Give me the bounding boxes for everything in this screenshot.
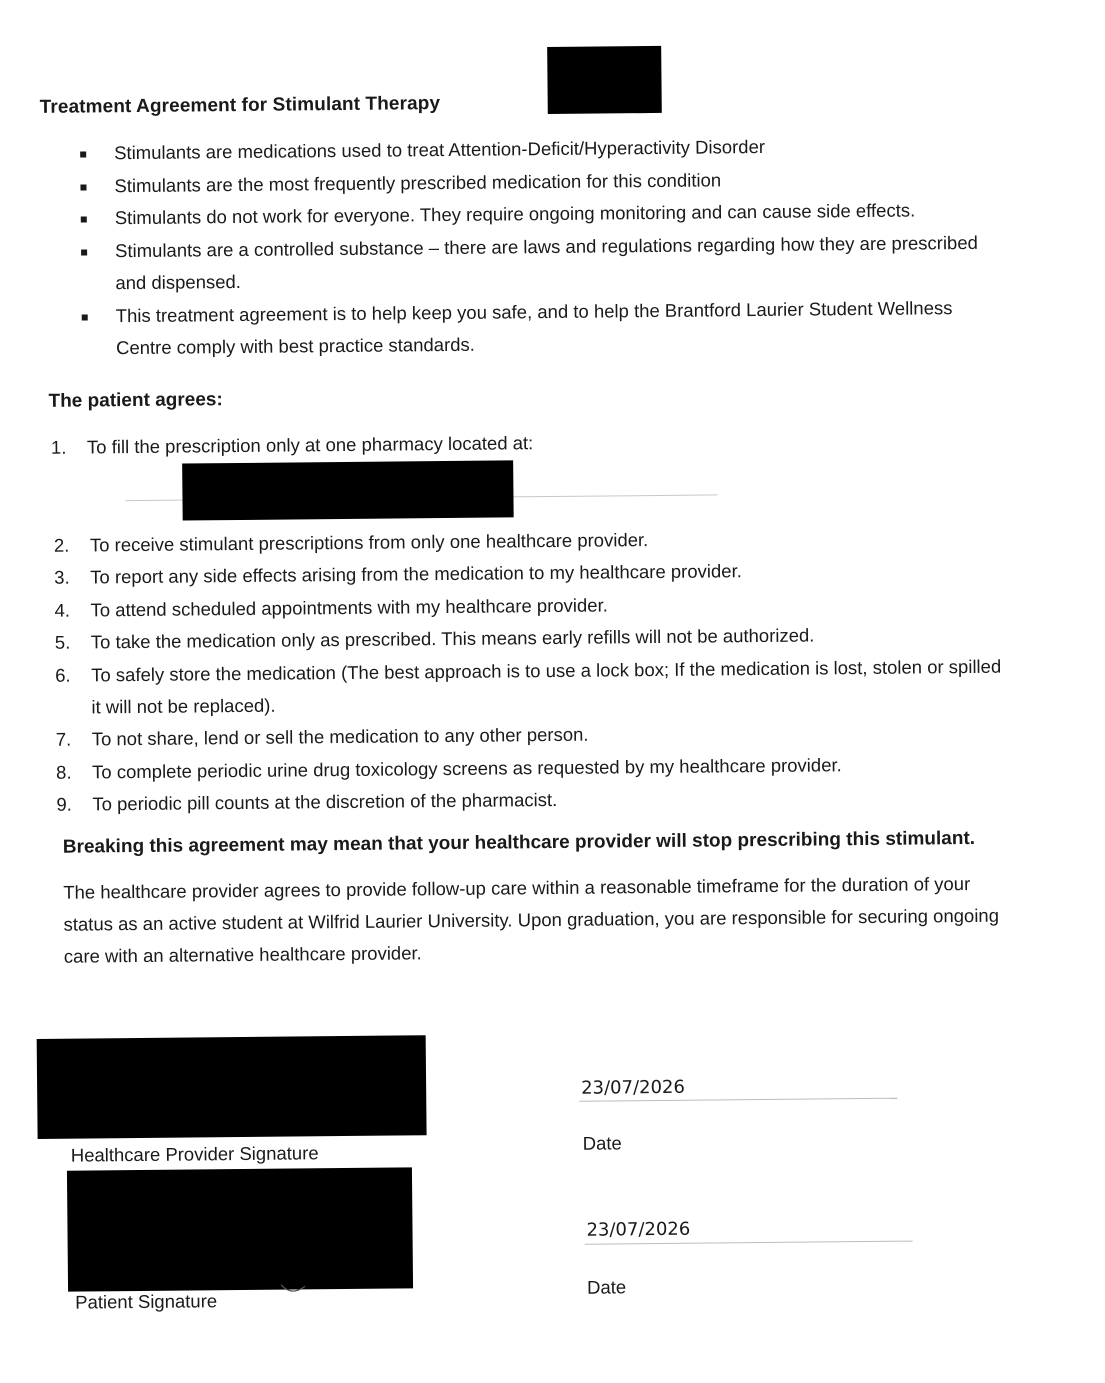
bullet-text: Stimulants are medications used to treat Attention-Deficit/Hyperactivity Disorder — [114, 135, 766, 164]
patient-date-value: 23/07/2026 — [586, 1218, 691, 1241]
item-number: 4. — [54, 599, 71, 621]
item-text: To fill the prescription only at one pharmacy located at: — [86, 432, 534, 458]
bullet-icon — [80, 151, 86, 157]
item-number: 3. — [54, 567, 70, 589]
patient-agrees-heading: The patient agrees: — [48, 389, 223, 412]
agreement-item-1 — [51, 432, 533, 459]
item-text: To receive stimulant prescriptions from only one healthcare provider. — [89, 529, 649, 556]
item-text: To report any side effects arising from the medication to my healthcare provider. — [90, 560, 742, 588]
bullet-icon — [82, 314, 88, 320]
bullet-icon — [80, 184, 86, 190]
item-text: To safely store the medication (The best approach is to use a lock box; If the medication is lost, stolen or spilled it will not be replaced). — [91, 655, 1002, 718]
redaction-block-patient-signature — [67, 1167, 413, 1291]
item-text: To complete periodic urine drug toxicology screens as requested by my healthcare provider. — [91, 754, 842, 783]
warning-statement: Breaking this agreement may mean that your healthcare provider will stop prescribing this stimulant. — [62, 827, 976, 858]
item-number: 1. — [50, 436, 67, 458]
item-text: To attend scheduled appointments with my healthcare provider. — [90, 594, 608, 621]
bullet-text: Stimulants are the most frequently prescribed medication for this condition — [114, 168, 722, 196]
patient-date-line — [585, 1241, 913, 1245]
item-number: 2. — [53, 534, 70, 556]
bullet-icon — [81, 216, 87, 222]
item-number: 8. — [55, 761, 72, 783]
agreement-item — [55, 650, 1016, 724]
redaction-block-provider-signature — [37, 1035, 427, 1139]
bullet-text: This treatment agreement is to help keep you safe, and to help the Brantford Laurier Student Wellness Centre comply with best practice standards. — [115, 296, 953, 359]
redaction-block-pharmacy — [182, 460, 514, 520]
item-text: To periodic pill counts at the discretion of the pharmacist. — [92, 789, 558, 815]
provider-date-line — [579, 1098, 897, 1102]
document-title: Treatment Agreement for Stimulant Therapy — [39, 93, 441, 118]
item-number: 9. — [56, 793, 72, 816]
item-number: 5. — [54, 631, 71, 653]
bullet-icon — [81, 249, 87, 255]
provider-agreement-paragraph: The healthcare provider agrees to provide follow-up care within a reasonable timeframe for the duration of your status as an active student at Wilfrid Laurier University. Upon graduation, you are responsible for securing ongoing care with an alternative healthcare provider. — [63, 873, 1000, 967]
redaction-block-header — [547, 46, 662, 114]
bullet-text: Stimulants are a controlled substance – there are laws and regulations regarding how they are prescribed and dispensed. — [114, 231, 978, 294]
agreement-item-list — [54, 521, 1017, 822]
item-text: To take the medication only as prescribed. This means early refills will not be authorized. — [90, 624, 815, 653]
item-number: 6. — [55, 664, 71, 686]
item-text: To not share, lend or sell the medication to any other person. — [91, 724, 589, 750]
provider-signature-label: Healthcare Provider Signature — [70, 1142, 319, 1166]
provider-date-label: Date — [582, 1132, 622, 1154]
item-number: 7. — [55, 729, 72, 751]
patient-signature-label: Patient Signature — [75, 1290, 218, 1313]
bullet-text: Stimulants do not work for everyone. They require ongoing monitoring and can cause side effects. — [114, 199, 916, 229]
bullet-item — [81, 226, 1012, 300]
bullet-item — [82, 291, 1013, 365]
provider-date-value: 23/07/2026 — [581, 1076, 686, 1099]
signature-scribble-mark — [279, 1274, 309, 1294]
info-bullet-list — [80, 129, 1012, 365]
patient-date-label: Date — [586, 1276, 627, 1298]
